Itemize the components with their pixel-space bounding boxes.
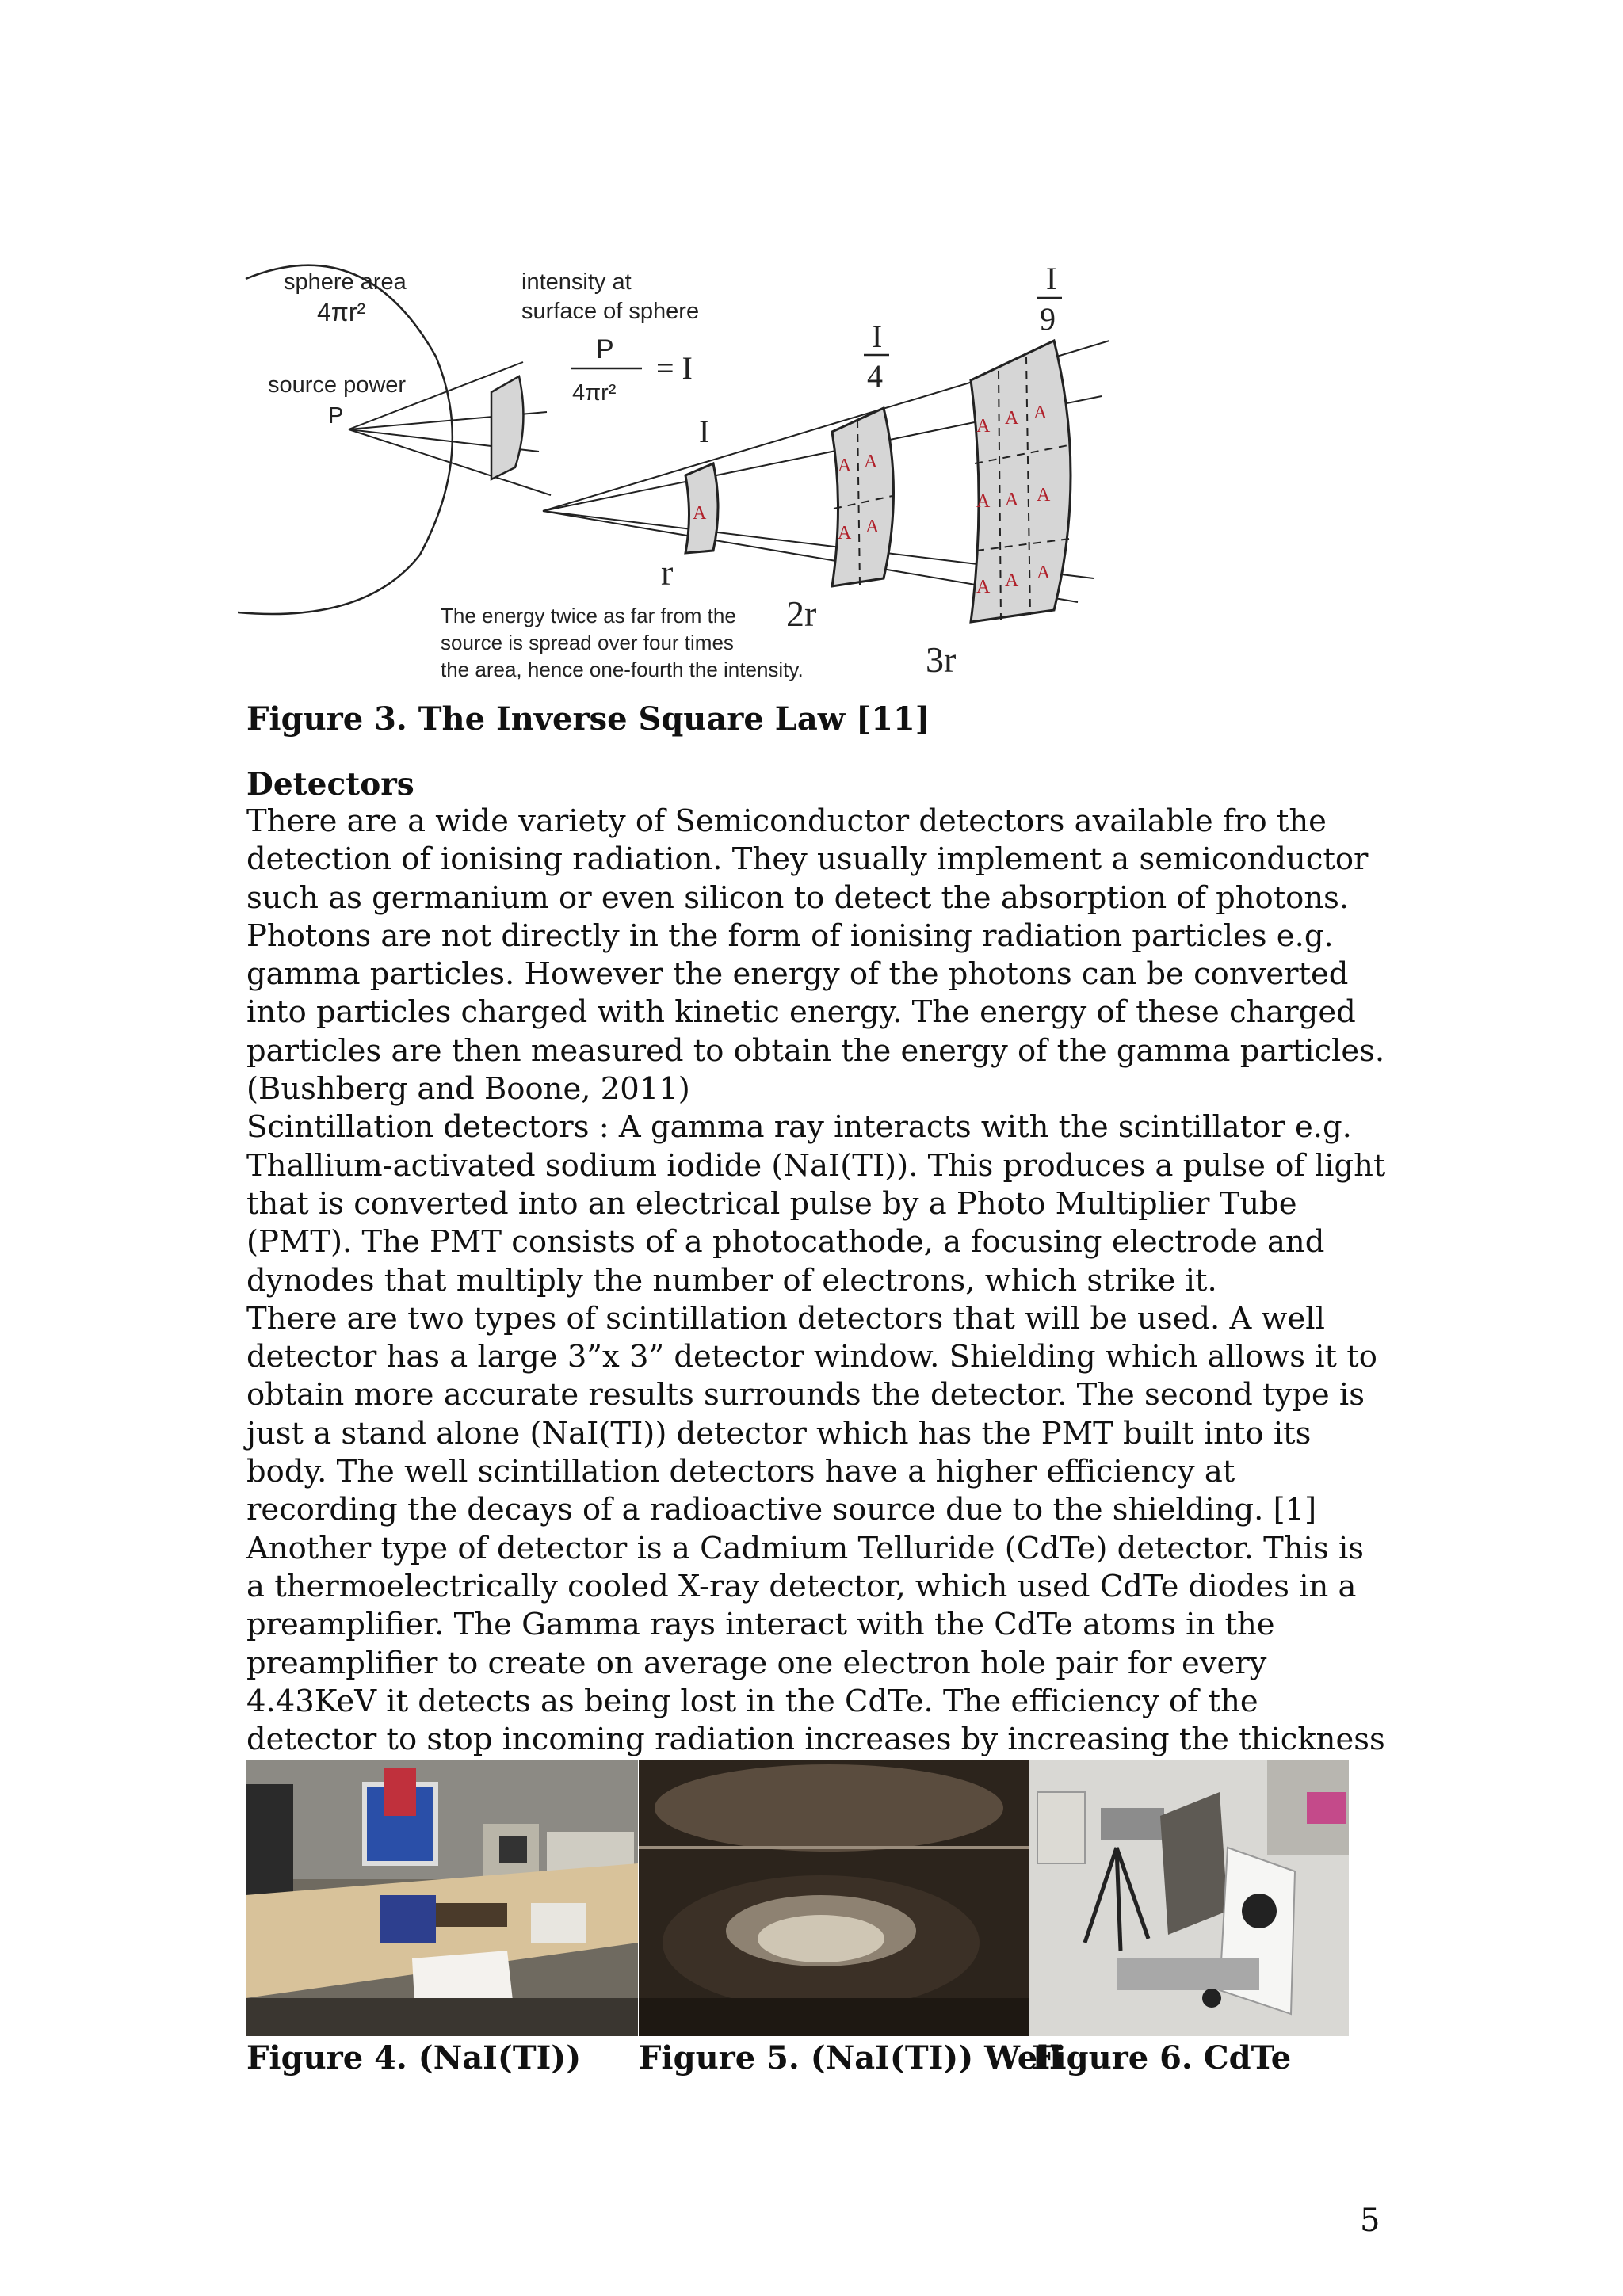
figure4-caption: Figure 4. (NaI(TI)) bbox=[246, 2039, 582, 2077]
sphere-patch bbox=[491, 376, 523, 479]
note-line-3: the area, hence one-fourth the intensity. bbox=[441, 658, 804, 681]
svg-text:A: A bbox=[1005, 408, 1019, 429]
fraction-denominator: 4πr² bbox=[572, 380, 617, 406]
label-i4-den: 4 bbox=[867, 358, 883, 394]
label-2r: 2r bbox=[786, 593, 817, 634]
svg-text:A: A bbox=[976, 416, 991, 437]
svg-text:A: A bbox=[1005, 570, 1019, 591]
label-equals-i: = I bbox=[656, 350, 693, 386]
label-i: I bbox=[699, 414, 710, 449]
figure3-caption: Figure 3. The Inverse Square Law [11] bbox=[246, 700, 930, 738]
patch-2r bbox=[832, 408, 894, 586]
label-source-power: source power bbox=[268, 372, 407, 398]
svg-text:A: A bbox=[1037, 485, 1051, 505]
inverse-square-law-diagram bbox=[238, 254, 1109, 697]
paragraph: Photons are not directly in the form of ionising radiation particles e.g. gamma particles. However the energy of the photons can be converted into particles charged with kinetic energy. The energy of these charged particles are then measured to obtain the energy of the gamma particles.(Bushberg and Boone, 2011) bbox=[246, 917, 1385, 1108]
photo-nai-detector bbox=[246, 1760, 638, 2036]
note-line-2: source is spread over four times bbox=[441, 631, 734, 654]
label-i9-num: I bbox=[1046, 261, 1057, 296]
page-number: 5 bbox=[1360, 2203, 1381, 2239]
svg-text:A: A bbox=[976, 577, 991, 597]
label-i9-den: 9 bbox=[1040, 301, 1056, 337]
label-sphere-area: sphere area bbox=[284, 269, 407, 295]
note-line-1: The energy twice as far from the bbox=[441, 604, 736, 627]
svg-text:A: A bbox=[838, 523, 852, 543]
paragraph: Scintillation detectors : A gamma ray interacts with the scintillator e.g. Thallium-activated sodium iodide (NaI(TI)). This produces a pulse of light that is converted into an electrical pulse by a Photo Multiplier Tube (PMT). The PMT consists of a photocathode, a focusing electrode and dynodes that multiply the number of electrons, which strike it. bbox=[246, 1109, 1386, 1299]
label-r: r bbox=[661, 552, 674, 593]
section-heading: Detectors bbox=[246, 766, 414, 803]
label-intensity-1: intensity at bbox=[521, 269, 632, 295]
paragraph: There are a wide variety of Semiconductor detectors available fro the detection of ionising radiation. They usually implement a semiconductor such as germanium or even silicon to detect the absorption of photons. bbox=[246, 803, 1369, 916]
label-intensity-2: surface of sphere bbox=[521, 299, 700, 324]
label-source-p: P bbox=[328, 403, 344, 429]
label-3r: 3r bbox=[926, 639, 957, 680]
figure6-caption: Figure 6. CdTe bbox=[1032, 2039, 1292, 2077]
label-i4-num: I bbox=[872, 318, 883, 354]
svg-text:A: A bbox=[693, 503, 707, 524]
photo-cdte-detector bbox=[1029, 1760, 1349, 2036]
section-body bbox=[246, 803, 1388, 1798]
fraction-numerator: P bbox=[596, 334, 614, 364]
svg-text:A: A bbox=[1005, 490, 1019, 510]
svg-text:A: A bbox=[865, 517, 880, 537]
svg-text:A: A bbox=[976, 491, 991, 512]
svg-text:A: A bbox=[838, 456, 852, 476]
label-sphere-area-formula: 4πr² bbox=[317, 298, 366, 326]
photo-well-detector bbox=[639, 1760, 1029, 2036]
svg-text:A: A bbox=[864, 452, 878, 472]
svg-text:A: A bbox=[1033, 402, 1048, 423]
figure5-caption: Figure 5. (NaI(TI)) Well bbox=[639, 2039, 1062, 2077]
paragraph: There are two types of scintillation detectors that will be used. A well detector has a large 3”x 3” detector window. Shielding which allows it to obtain more accurate results surrounds the detector. The second type is just a stand alone (NaI(TI)) detector which has the PMT built into its body. The well scintillation detectors have a higher efficiency at recording the decays of a radioactive source due to the shielding. [1] bbox=[246, 1300, 1377, 1528]
paragraph: Another type of detector is a Cadmium Telluride (CdTe) detector. This is a thermoelectrically cooled X-ray detector, which used CdTe diodes in a preamplifier. The Gamma rays interact with the CdTe atoms in the preamplifier to create on average one electron hole pair for every 4.43KeV it detects as being lost in the CdTe. The efficiency of the detector to stop incoming radiation increases by increasing the thickness bbox=[246, 1530, 1385, 1758]
svg-text:A: A bbox=[1037, 563, 1051, 583]
